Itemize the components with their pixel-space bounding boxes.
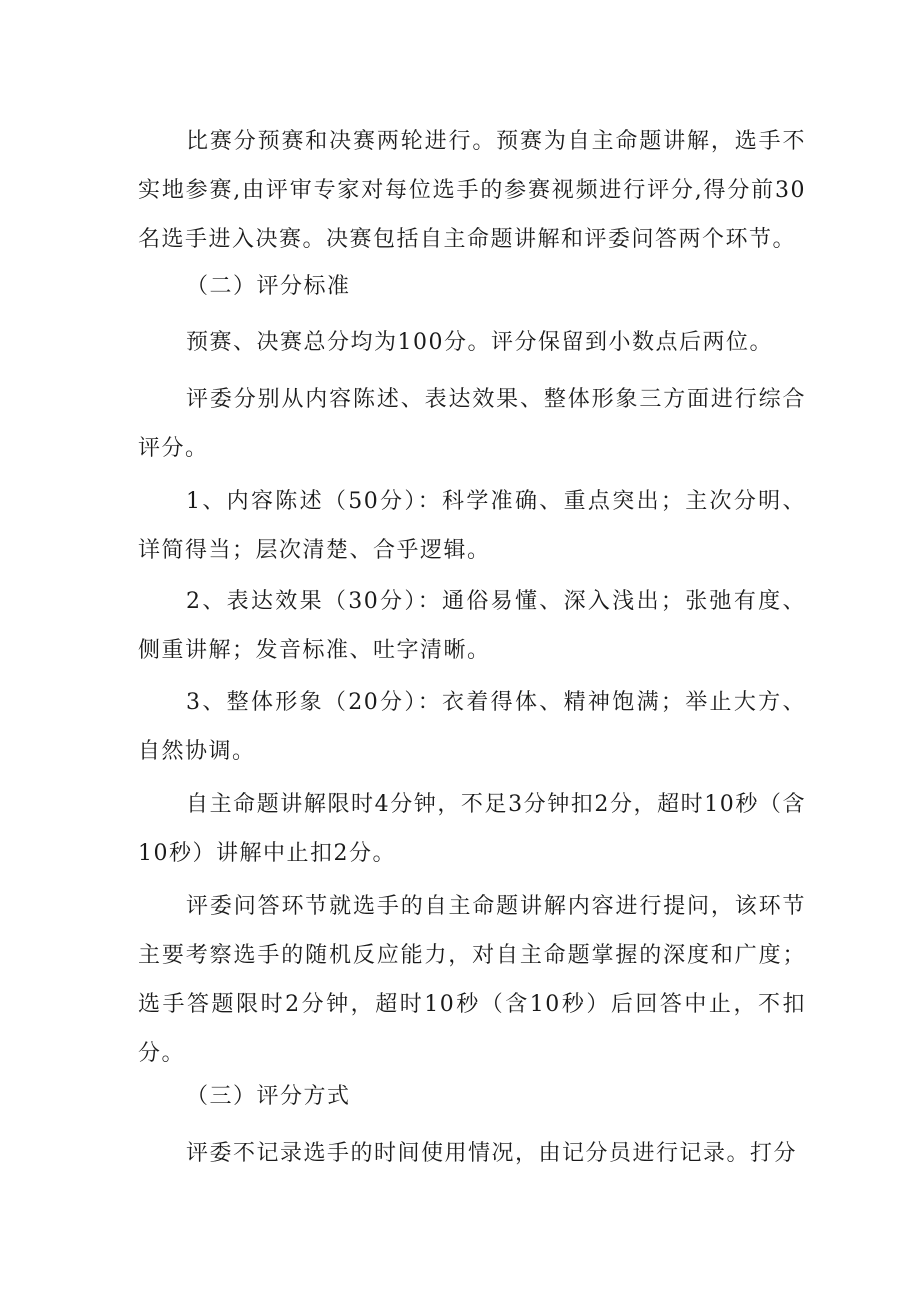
paragraph-total-score: 预赛、决赛总分均为100分。评分保留到小数点后两位。 xyxy=(186,330,773,355)
paragraph-time-limit: 自主命题讲解限时4分钟，不足3分钟扣2分，超时10秒（含10秒）讲解中止扣2分。 xyxy=(138,792,806,866)
paragraph-overall-image: 3、整体形象（20分）：衣着得体、精神饱满；举止大方、自然协调。 xyxy=(138,690,806,764)
paragraph-expression-effect: 2、表达效果（30分）：通俗易懂、深入浅出；张弛有度、侧重讲解；发音标准、吐字清晰。 xyxy=(138,589,806,663)
section-heading-scoring-method: （三）评分方式 xyxy=(186,1084,351,1109)
paragraph-judge-qa: 评委问答环节就选手的自主命题讲解内容进行提问，该环节主要考察选手的随机反应能力，对自主命题掌握的深度和广度；选手答题限时2分钟，超时10秒（含10秒）后回答中止，不扣分。 xyxy=(138,894,806,1066)
paragraph-content-statement: 1、内容陈述（50分）：科学准确、重点突出；主次分明、详简得当；层次清楚、合乎逻辑。 xyxy=(138,489,806,563)
paragraph-scoring-aspects: 评委分别从内容陈述、表达效果、整体形象三方面进行综合评分。 xyxy=(138,387,806,461)
paragraph-competition-rounds: 比赛分预赛和决赛两轮进行。预赛为自主命题讲解，选手不实地参赛,由评审专家对每位选手的参赛视频进行评分,得分前30名选手进入决赛。决赛包括自主命题讲解和评委问答两个环节。 xyxy=(138,129,806,252)
section-heading-scoring-criteria: （二）评分标准 xyxy=(186,274,351,299)
paragraph-scoring-record: 评委不记录选手的时间使用情况，由记分员进行记录。打分 xyxy=(186,1141,798,1166)
